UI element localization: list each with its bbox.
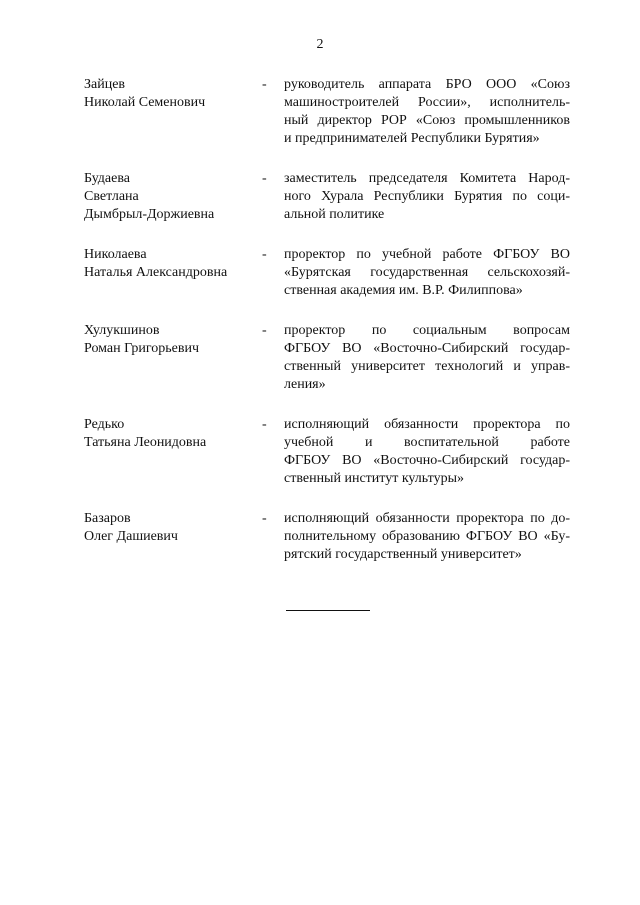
position-line: проректор по социальным вопросам bbox=[284, 323, 570, 338]
member-position bbox=[284, 510, 570, 564]
position-line: заместитель председателя Комитета Народ- bbox=[284, 171, 570, 186]
member-surname: Зайцев bbox=[84, 77, 126, 92]
member-entry bbox=[84, 76, 570, 148]
member-position bbox=[284, 170, 570, 224]
member-name bbox=[84, 170, 254, 224]
member-surname: Редько bbox=[84, 417, 125, 432]
entry-dash: - bbox=[262, 77, 267, 92]
member-surname: Николаева bbox=[84, 247, 147, 262]
position-line: рятский государственный университет» bbox=[284, 547, 522, 562]
member-surname: Будаева bbox=[84, 171, 130, 186]
member-position bbox=[284, 76, 570, 148]
member-list bbox=[84, 76, 570, 586]
entry-dash: - bbox=[262, 323, 267, 338]
page-number: 2 bbox=[316, 37, 324, 52]
position-line: учебной и воспитательной работе bbox=[284, 435, 570, 450]
position-line: ного Хурала Республики Бурятия по соци- bbox=[284, 189, 570, 204]
entry-dash: - bbox=[262, 247, 267, 262]
member-entry bbox=[84, 322, 570, 394]
member-name bbox=[84, 76, 254, 112]
entry-dash: - bbox=[262, 171, 267, 186]
position-line: руководитель аппарата БРО ООО «Союз bbox=[284, 77, 570, 92]
position-line: ственная академия им. В.Р. Филиппова» bbox=[284, 283, 523, 298]
member-surname: Хулукшинов bbox=[84, 323, 160, 338]
position-line: и предпринимателей Республики Бурятия» bbox=[284, 131, 540, 146]
closing-divider bbox=[286, 610, 370, 611]
member-name bbox=[84, 416, 254, 452]
member-name bbox=[84, 246, 254, 282]
entry-dash: - bbox=[262, 511, 267, 526]
member-entry bbox=[84, 170, 570, 224]
position-line: исполняющий обязанности проректора по bbox=[284, 417, 570, 432]
member-position bbox=[284, 246, 570, 300]
member-position bbox=[284, 416, 570, 488]
position-line: ФГБОУ ВО «Восточно-Сибирский государ- bbox=[284, 453, 570, 468]
position-line: полнительному образованию ФГБОУ ВО «Бу- bbox=[284, 529, 570, 544]
member-surname: Базаров bbox=[84, 511, 131, 526]
member-entry bbox=[84, 246, 570, 300]
position-line: ственный университет технологий и управ- bbox=[284, 359, 570, 374]
position-line: ный директор РОР «Союз промышленников bbox=[284, 113, 570, 128]
member-patronymic: Дымбрыл-Доржиевна bbox=[84, 207, 215, 222]
member-given-names: Олег Дашиевич bbox=[84, 529, 178, 544]
member-name bbox=[84, 322, 254, 358]
member-entry bbox=[84, 510, 570, 564]
position-line: исполняющий обязанности проректора по до- bbox=[284, 511, 570, 526]
entry-dash: - bbox=[262, 417, 267, 432]
position-line: ФГБОУ ВО «Восточно-Сибирский государ- bbox=[284, 341, 570, 356]
member-given-names: Роман Григорьевич bbox=[84, 341, 199, 356]
position-line: альной политике bbox=[284, 207, 385, 222]
member-entry bbox=[84, 416, 570, 488]
member-name bbox=[84, 510, 254, 546]
position-line: проректор по учебной работе ФГБОУ ВО bbox=[284, 247, 570, 262]
position-line: «Бурятская государственная сельскохозяй- bbox=[284, 265, 570, 280]
member-given-names: Наталья Александровна bbox=[84, 265, 228, 280]
position-line: ственный институт культуры» bbox=[284, 471, 464, 486]
member-position bbox=[284, 322, 570, 394]
member-given-name: Светлана bbox=[84, 189, 139, 204]
member-given-names: Николай Семенович bbox=[84, 95, 206, 110]
position-line: машиностроителей России», исполнитель- bbox=[284, 95, 570, 110]
member-given-names: Татьяна Леонидовна bbox=[84, 435, 207, 450]
position-line: ления» bbox=[284, 377, 326, 392]
